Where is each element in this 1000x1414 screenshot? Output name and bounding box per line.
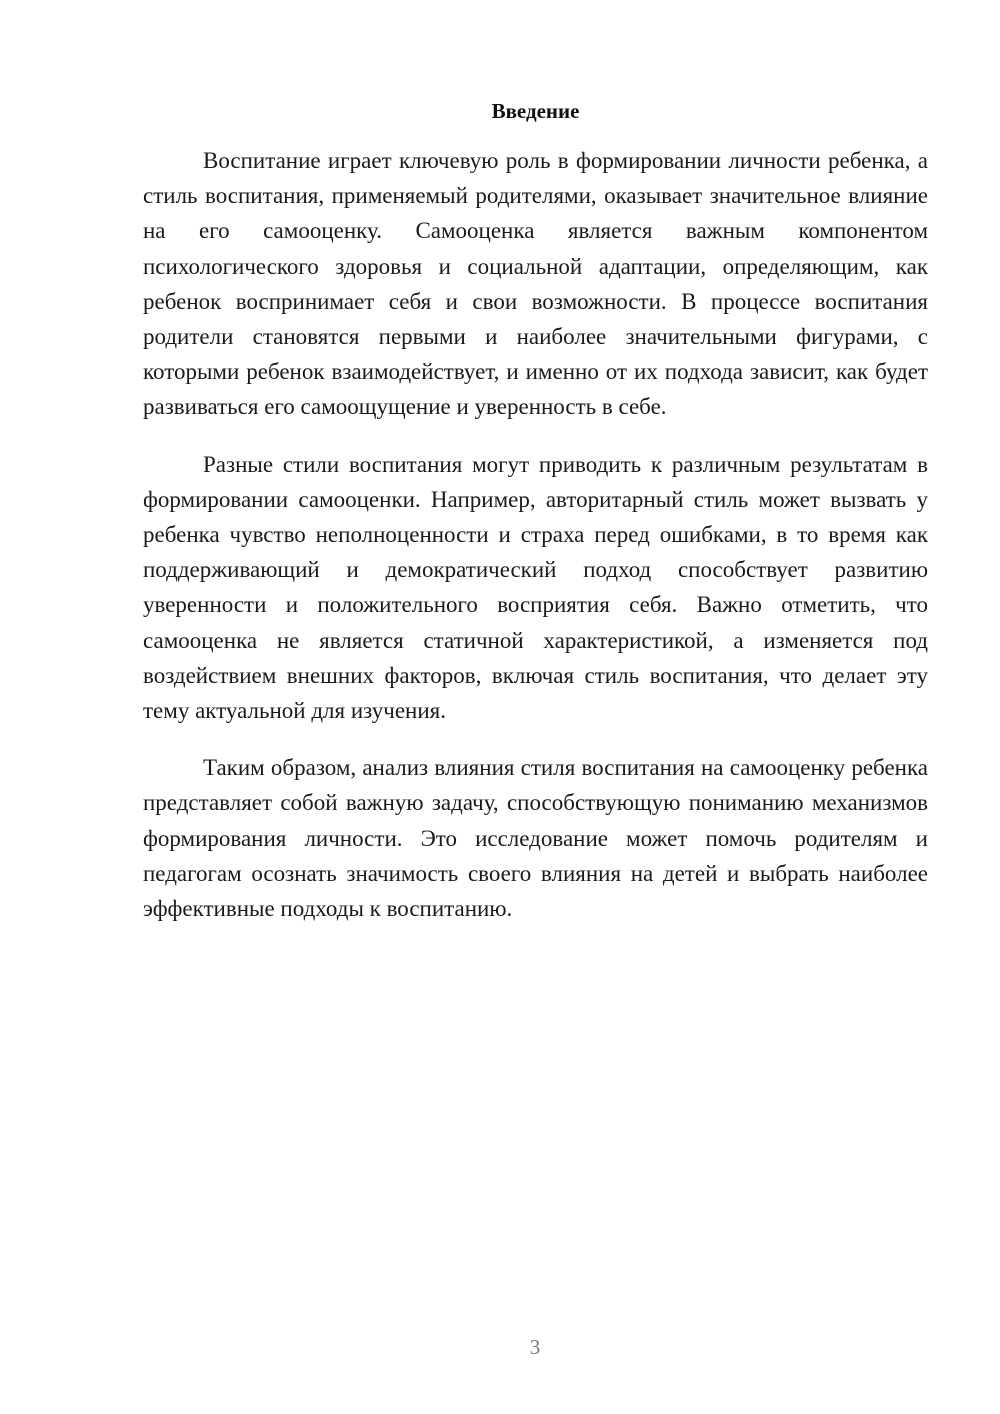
body-text: [143, 143, 928, 948]
paragraph-3: Таким образом, анализ влияния стиля воспитания на самооценку ребенка представляет собой важную задачу, способствующую пониманию механизмов формирования личности. Это исследование может помочь родителям и педагогам осознать значимость своего влияния на детей и выбрать наиболее эффективные подходы к воспитанию.: [143, 755, 928, 922]
paragraph-2: Разные стили воспитания могут приводить к различным результатам в формировании самооценки. Например, авторитарный стиль может вызвать у ребенка чувство неполноценности и страха перед ошибками, в то время как поддерживающий и демократический подход способствует развитию уверенности и положительного восприятия себя. Важно отметить, что самооценка не является статичной характеристикой, а изменяется под воздействием внешних факторов, включая стиль воспитания, что делает эту тему актуальной для изучения.: [143, 451, 928, 724]
paragraph-1: Воспитание играет ключевую роль в формировании личности ребенка, а стиль воспитания, применяемый родителями, оказывает значительное влияние на его самооценку. Самооценка является важным компонентом психологического здоровья и социальной адаптации, определяющим, как ребенок воспринимает себя и свои возможности. В процессе воспитания родители становятся первыми и наиболее значительными фигурами, с которыми ребенок взаимодействует, и именно от их подхода зависит, как будет развиваться его самоощущение и уверенность в себе.: [143, 148, 928, 420]
page-number: 3: [529, 1335, 541, 1359]
section-heading: Введение: [491, 99, 580, 123]
